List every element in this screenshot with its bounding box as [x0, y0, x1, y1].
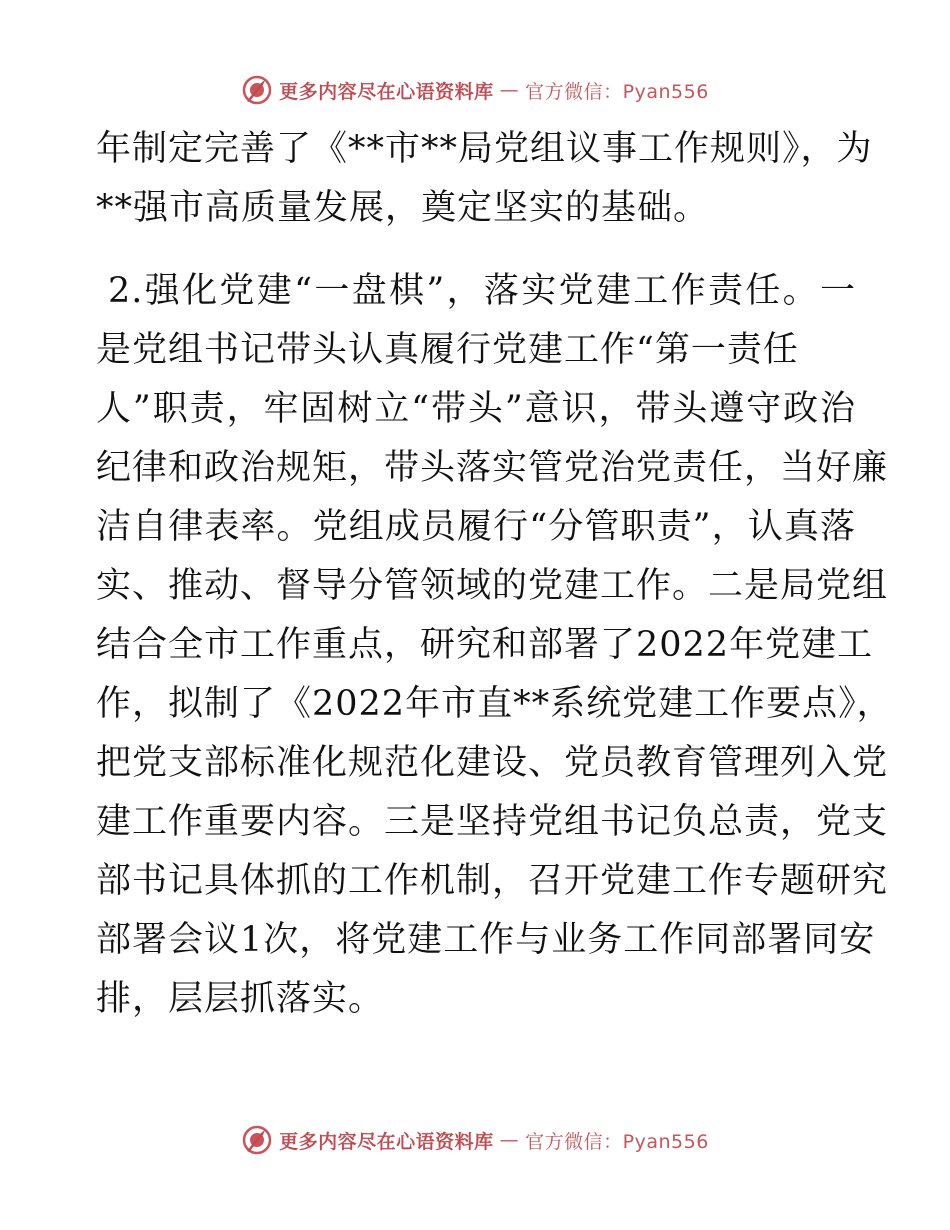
paragraph-line: 部书记具体抓的工作机制，召开党建工作专题研究	[96, 861, 889, 901]
header-watermark	[0, 70, 950, 110]
paragraph-line: 人”职责，牢固树立“带头”意识，带头遵守政治	[96, 389, 856, 429]
paragraph-line: 纪律和政治规矩，带头落实管党治党责任，当好廉	[96, 448, 889, 488]
paragraph-1	[96, 120, 873, 238]
quill-seal-icon	[241, 1124, 273, 1156]
watermark-separator: —	[499, 79, 520, 101]
paragraph-line: 结合全市工作重点，研究和部署了2022年党建工	[96, 625, 874, 665]
paragraph-line: 年制定完善了《**市**局党组议事工作规则》，为	[96, 129, 873, 169]
paragraph-line: 洁自律表率。党组成员履行“分管职责”，认真落	[96, 507, 856, 547]
paragraph-line: 2.强化党建“一盘棋”，落实党建工作责任。一	[108, 271, 856, 311]
watermark-contact-text: 官方微信：Pyan556	[525, 1130, 709, 1153]
watermark-main-text: 更多内容尽在心语资料库	[279, 80, 494, 103]
document-body	[96, 120, 893, 1029]
paragraph-line: 建工作重要内容。三是坚持党组书记负总责，党支	[96, 802, 889, 842]
paragraph-line: 是党组书记带头认真履行党建工作“第一责任	[96, 330, 799, 370]
paragraph-line: 作，拟制了《2022年市直**系统党建工作要点》，	[96, 684, 893, 724]
paragraph-line: 排，层层抓落实。	[96, 979, 385, 1019]
footer-watermark	[0, 1120, 950, 1160]
watermark-separator: —	[499, 1129, 520, 1151]
quill-seal-icon	[241, 74, 273, 106]
paragraph-line: 部署会议1次，将党建工作与业务工作同部署同安	[96, 920, 876, 960]
paragraph-line: 把党支部标准化规范化建设、党员教育管理列入党	[96, 743, 889, 783]
paragraph-2	[96, 262, 893, 1029]
watermark-contact-text: 官方微信：Pyan556	[525, 80, 709, 103]
paragraph-line: **强市高质量发展，奠定坚实的基础。	[96, 188, 710, 228]
paragraph-line: 实、推动、督导分管领域的党建工作。二是局党组	[96, 566, 889, 606]
watermark-main-text: 更多内容尽在心语资料库	[279, 1130, 494, 1153]
